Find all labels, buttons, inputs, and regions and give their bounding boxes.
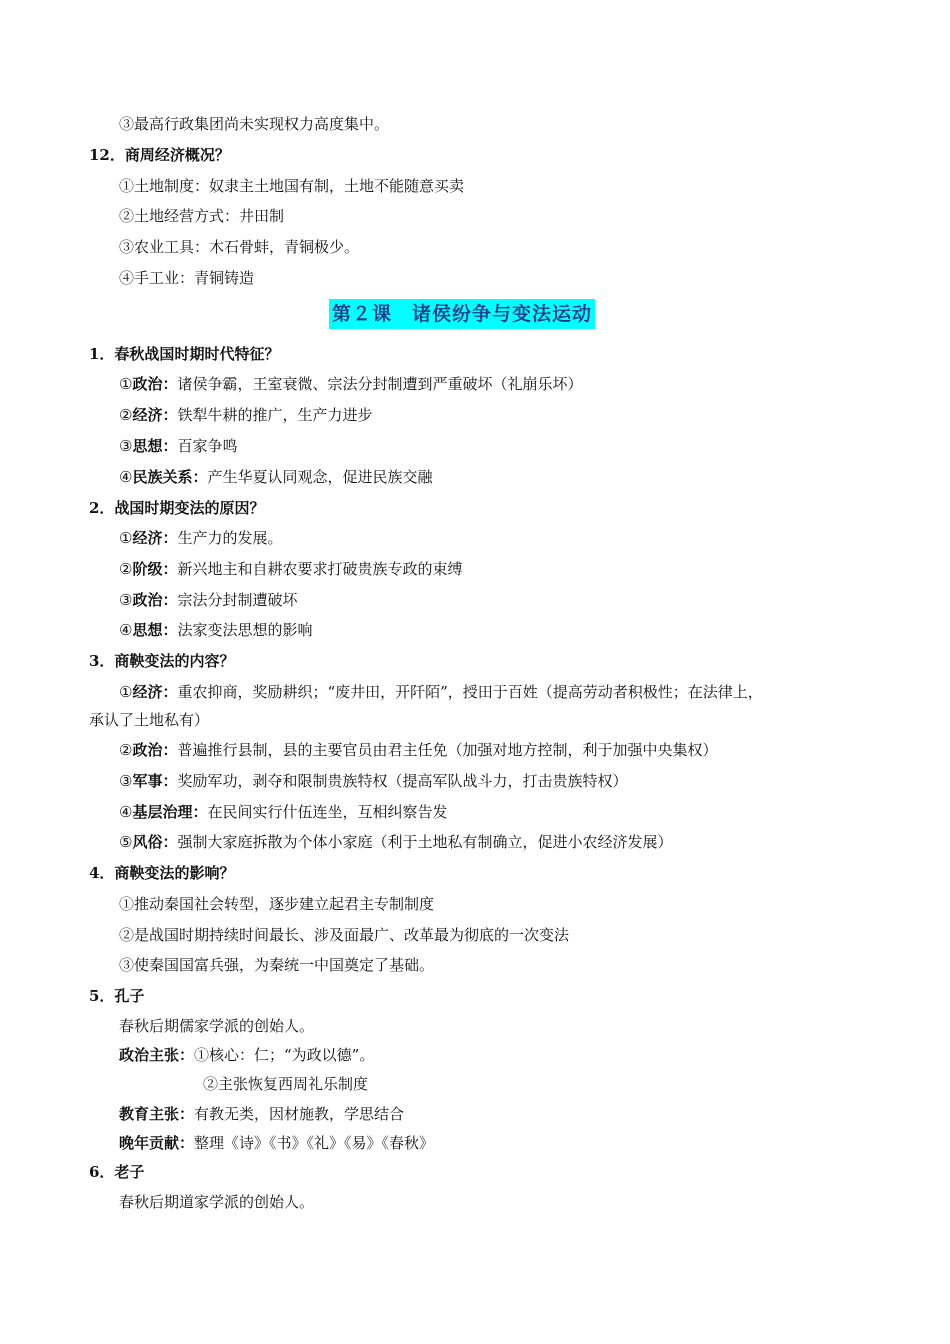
labeled-line bbox=[119, 1104, 404, 1124]
list-item bbox=[119, 682, 763, 702]
text-line: ②主张恢复西周礼乐制度 bbox=[203, 1075, 369, 1093]
text-line: ③最高行政集团尚未实现权力高度集中。 bbox=[119, 115, 390, 133]
text-line: ②土地经营方式：井田制 bbox=[119, 207, 285, 225]
item-label: 政治： bbox=[132, 375, 178, 393]
list-item bbox=[119, 832, 672, 852]
item-text: 法家变法思想的影响 bbox=[177, 621, 313, 639]
text-line: ①土地制度：奴隶主土地国有制，土地不能随意买卖 bbox=[119, 177, 465, 195]
question-heading: 5．孔子 bbox=[89, 987, 145, 1005]
item-text: 诸侯争霸，王室衰微、宗法分封制遭到严重破坏（礼崩乐坏） bbox=[177, 375, 583, 393]
list-item bbox=[119, 405, 372, 425]
list-item bbox=[119, 771, 627, 791]
line-text: 整理《诗》《书》《礼》《易》《春秋》 bbox=[194, 1134, 435, 1152]
line-label: 教育主张： bbox=[119, 1105, 195, 1123]
text-line: 春秋后期道家学派的创始人。 bbox=[119, 1193, 315, 1211]
lesson-title: 第２课 诸侯纷争与变法运动 bbox=[329, 299, 595, 329]
question-heading: 2．战国时期变法的原因？ bbox=[89, 499, 265, 517]
item-label: 民族关系： bbox=[132, 468, 208, 486]
item-label: 政治： bbox=[132, 741, 178, 759]
item-number: ② bbox=[119, 741, 133, 759]
text-line: ③农业工具：木石骨蚌，青铜极少。 bbox=[119, 238, 360, 256]
list-item bbox=[119, 620, 312, 640]
text-line: 春秋后期儒家学派的创始人。 bbox=[119, 1017, 315, 1035]
list-item-continuation: 承认了土地私有） bbox=[89, 711, 210, 729]
list-item bbox=[119, 528, 282, 548]
item-number: ① bbox=[119, 375, 133, 393]
item-number: ② bbox=[119, 560, 133, 578]
item-label: 经济： bbox=[132, 529, 178, 547]
question-heading: 6．老子 bbox=[89, 1163, 145, 1181]
item-text: 产生华夏认同观念，促进民族交融 bbox=[207, 468, 433, 486]
item-text: 生产力的发展。 bbox=[177, 529, 283, 547]
list-item bbox=[119, 802, 447, 822]
item-number: ③ bbox=[119, 591, 133, 609]
item-label: 思想： bbox=[132, 621, 178, 639]
item-text: 强制大家庭拆散为个体小家庭（利于土地私有制确立，促进小农经济发展） bbox=[177, 833, 673, 851]
item-text: 宗法分封制遭破坏 bbox=[177, 591, 298, 609]
item-text: 新兴地主和自耕农要求打破贵族专政的束缚 bbox=[177, 560, 463, 578]
item-text: 百家争鸣 bbox=[177, 437, 238, 455]
list-item bbox=[119, 559, 462, 579]
item-number: ③ bbox=[119, 772, 133, 790]
item-text: 普遍推行县制，县的主要官员由君主任免（加强对地方控制，利于加强中央集权） bbox=[177, 741, 718, 759]
list-item bbox=[119, 740, 717, 760]
list-item bbox=[119, 467, 432, 487]
item-label: 政治： bbox=[132, 591, 178, 609]
item-number: ⑤ bbox=[119, 833, 133, 851]
line-label: 政治主张： bbox=[119, 1046, 195, 1064]
item-number: ① bbox=[119, 683, 133, 701]
list-item bbox=[119, 374, 582, 394]
item-number: ① bbox=[119, 529, 133, 547]
item-number: ④ bbox=[119, 621, 133, 639]
question-heading: 1．春秋战国时期时代特征？ bbox=[89, 345, 280, 363]
item-label: 军事： bbox=[132, 772, 178, 790]
labeled-line bbox=[119, 1133, 434, 1153]
labeled-line bbox=[119, 1045, 374, 1065]
text-line: ④手工业：青铜铸造 bbox=[119, 269, 255, 287]
item-label: 基层治理： bbox=[132, 803, 208, 821]
question-heading: 3．商鞅变法的内容？ bbox=[89, 652, 235, 670]
item-label: 风俗： bbox=[132, 833, 178, 851]
list-item bbox=[119, 590, 297, 610]
item-text: 重农抑商，奖励耕织；“废井田，开阡陌”，授田于百姓（提高劳动者积极性；在法律上， bbox=[177, 683, 763, 701]
item-label: 思想： bbox=[132, 437, 178, 455]
list-item: ①推动秦国社会转型，逐步建立起君主专制制度 bbox=[119, 895, 435, 913]
item-text: 奖励军功，剥夺和限制贵族特权（提高军队战斗力，打击贵族特权） bbox=[177, 772, 628, 790]
list-item: ③使秦国国富兵强，为秦统一中国奠定了基础。 bbox=[119, 956, 435, 974]
item-number: ② bbox=[119, 406, 133, 424]
question-heading: 12．商周经济概况？ bbox=[89, 146, 230, 164]
item-number: ④ bbox=[119, 468, 133, 486]
line-label: 晚年贡献： bbox=[119, 1134, 195, 1152]
item-number: ④ bbox=[119, 803, 133, 821]
line-text: ①核心：仁；“为政以德”。 bbox=[194, 1046, 375, 1064]
item-text: 在民间实行什伍连坐，互相纠察告发 bbox=[207, 803, 448, 821]
list-item: ②是战国时期持续时间最长、涉及面最广、改革最为彻底的一次变法 bbox=[119, 926, 570, 944]
question-heading: 4．商鞅变法的影响？ bbox=[89, 864, 235, 882]
item-number: ③ bbox=[119, 437, 133, 455]
line-text: 有教无类，因材施教，学思结合 bbox=[194, 1105, 405, 1123]
item-label: 阶级： bbox=[132, 560, 178, 578]
item-label: 经济： bbox=[132, 406, 178, 424]
list-item bbox=[119, 436, 237, 456]
item-label: 经济： bbox=[132, 683, 178, 701]
item-text: 铁犁牛耕的推广，生产力进步 bbox=[177, 406, 373, 424]
